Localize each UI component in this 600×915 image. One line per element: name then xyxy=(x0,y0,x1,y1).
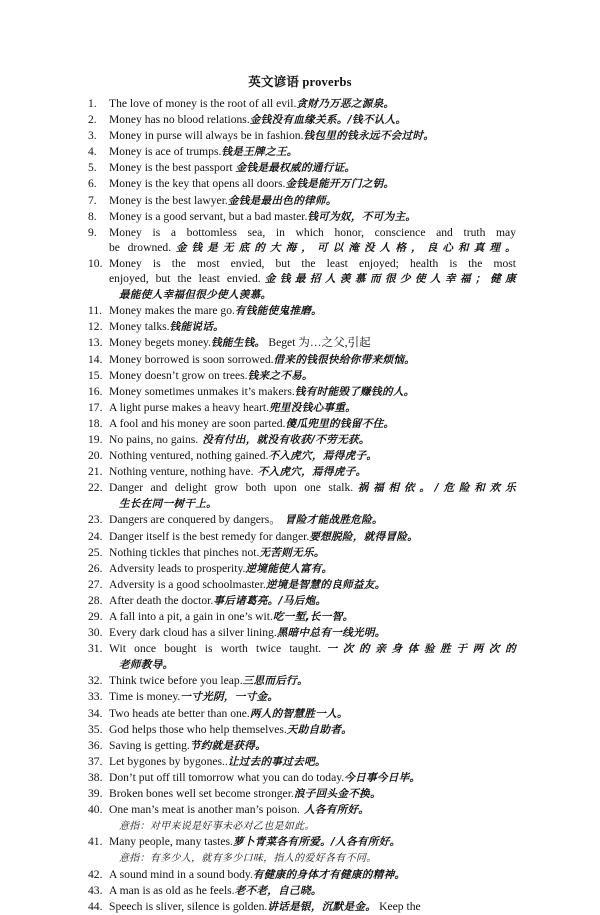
proverb-item xyxy=(88,770,516,786)
proverb-item xyxy=(88,303,516,319)
proverb-number: 31. xyxy=(88,642,103,656)
proverb-item xyxy=(88,609,516,625)
proverb-chinese: 黑暗中总有一线光明。 xyxy=(276,627,386,640)
proverb-english: The love of money is the root of all evil. xyxy=(109,97,297,110)
proverb-number: 11. xyxy=(88,304,103,318)
proverb-english: Money is the most envied, but the least enjoyed; health is the most xyxy=(109,256,516,270)
proverb-number: 17. xyxy=(88,400,103,414)
proverb-english: Money in purse will always be in fashion. xyxy=(109,129,304,143)
proverb-number: 13. xyxy=(88,336,103,350)
proverb-english: Money is ace of trumps. xyxy=(109,145,222,159)
proverb-item xyxy=(88,593,516,609)
proverb-english-tail: Keep the xyxy=(379,899,421,913)
proverb-item xyxy=(88,899,516,915)
proverb-chinese: 没有付出，就没有收获/不劳无获。 xyxy=(198,433,370,446)
proverb-chinese: 钱能生钱。 xyxy=(210,337,266,350)
proverb-english: Money begets money. xyxy=(109,336,211,350)
proverb-item xyxy=(88,529,516,545)
proverb-item xyxy=(88,706,516,722)
proverb-english: Every dark cloud has a silver lining. xyxy=(109,626,277,640)
proverb-chinese: 金钱最招人羡慕而很少使人幸福；健康 xyxy=(260,273,516,286)
proverb-chinese: 要想脱险，就得冒险。 xyxy=(309,530,419,543)
proverb-chinese: 钱是王牌之王。 xyxy=(221,146,298,159)
proverb-english: Money is the best lawyer. xyxy=(109,193,228,207)
proverb-number: 5. xyxy=(88,161,97,175)
proverb-number: 22. xyxy=(88,481,103,495)
proverb-english: A man is as old as he feels. xyxy=(109,883,235,897)
proverb-chinese: 金钱是能开万门之钥。 xyxy=(285,178,395,191)
proverb-number: 15. xyxy=(88,368,103,382)
proverb-english-cont: enjoyed, but the least envied. xyxy=(109,272,261,286)
proverb-chinese: 钱有时能毁了赚钱的人。 xyxy=(294,385,415,398)
proverb-chinese-cont: 老师教导。 xyxy=(119,659,174,672)
proverb-number: 6. xyxy=(88,177,97,191)
proverb-number: 38. xyxy=(88,770,103,784)
proverb-item xyxy=(88,561,516,577)
proverb-chinese: 不入虎穴，焉得虎子。 xyxy=(253,466,367,479)
proverb-english: Don’t put off till tomorrow what you can do today. xyxy=(109,770,345,784)
proverb-item xyxy=(88,368,516,384)
proverb-english: No pains, no gains. xyxy=(109,432,199,446)
proverb-chinese: 兜里没钱心事重。 xyxy=(269,401,357,414)
proverb-chinese: 老不老，自己晓。 xyxy=(234,884,322,897)
proverb-number: 24. xyxy=(88,529,103,543)
proverb-english: Money is a good servant, but a bad master. xyxy=(109,209,308,223)
proverb-item xyxy=(88,144,516,160)
proverb-number: 33. xyxy=(88,690,103,704)
proverb-number: 14. xyxy=(88,352,103,366)
proverb-item xyxy=(88,689,516,705)
proverb-english: Money has no blood relations. xyxy=(109,113,250,127)
proverb-number: 3. xyxy=(88,129,97,143)
proverb-number: 18. xyxy=(88,416,103,430)
proverb-number: 20. xyxy=(88,449,103,463)
proverb-item xyxy=(88,160,516,176)
proverb-chinese: 金钱没有血缘关系。/钱不认人。 xyxy=(249,114,407,127)
proverb-chinese-cont: 最能使人幸福但很少使人羡慕。 xyxy=(119,289,272,302)
proverb-chinese: 吃一堑,长一智。 xyxy=(272,611,354,623)
proverb-chinese: 逆境能使人富有。 xyxy=(245,562,333,575)
proverb-item xyxy=(88,193,516,209)
proverb-english: Time is money. xyxy=(109,690,181,704)
page-title: 英文谚语 proverbs xyxy=(248,75,352,89)
proverb-item xyxy=(88,545,516,561)
proverb-chinese: 有健康的身体才有健康的精神。 xyxy=(252,868,406,881)
proverb-english: Money talks. xyxy=(109,320,170,334)
proverb-chinese: 金钱是无底的大海，可以淹没人格，良心和真理。 xyxy=(171,241,516,254)
proverb-item xyxy=(88,352,516,368)
proverb-item xyxy=(88,448,516,464)
proverb-chinese: 不入虎穴，焉得虎子。 xyxy=(268,450,378,463)
proverb-number: 25. xyxy=(88,545,103,559)
proverb-number: 19. xyxy=(88,432,103,446)
proverb-english: Danger itself is the best remedy for danger. xyxy=(109,529,310,543)
proverb-chinese: 两人的智慧胜一人。 xyxy=(249,707,348,720)
proverb-item xyxy=(88,867,516,883)
proverb-number: 32. xyxy=(88,674,103,688)
proverb-english: Broken bones well set become stronger. xyxy=(109,787,294,801)
proverb-chinese: 天助自助者。 xyxy=(286,723,353,736)
proverb-chinese: 让过去的事过去吧。 xyxy=(227,755,326,768)
proverb-chinese: 借来的钱很快给你带来烦恼。 xyxy=(273,353,416,366)
proverb-item xyxy=(88,802,516,834)
proverb-chinese: 傻瓜兜里的钱留不住。 xyxy=(285,417,395,430)
proverb-number: 26. xyxy=(88,561,103,575)
proverb-english: Money sometimes unmakes it’s makers. xyxy=(109,384,295,398)
proverb-item xyxy=(88,400,516,416)
proverb-item xyxy=(88,128,516,144)
proverb-english: A fall into a pit, a gain in one’s wit. xyxy=(109,610,273,623)
proverb-item xyxy=(88,641,516,673)
proverb-number: 29. xyxy=(88,610,103,623)
proverb-chinese: 祸福相依。/危险和欢乐 xyxy=(353,482,516,495)
proverb-english: Two heads ate better than one. xyxy=(109,706,250,720)
proverb-english: Money makes the mare go. xyxy=(109,304,235,318)
proverb-item xyxy=(88,384,516,400)
proverb-chinese: 节约就是获得。 xyxy=(189,739,267,752)
proverb-chinese: 有钱能使鬼推磨。 xyxy=(234,305,323,318)
proverb-explanation: 意指：对甲来说是好事未必对乙也是如此。 xyxy=(119,821,315,833)
proverb-chinese-cont: 生长在同一树干上。 xyxy=(119,498,218,511)
proverb-number: 39. xyxy=(88,787,103,801)
proverb-number: 1. xyxy=(88,97,97,110)
proverb-english: Many people, many tastes. xyxy=(109,835,233,849)
proverb-chinese: 金钱是最出色的律师。 xyxy=(227,194,337,207)
proverb-english: A fool and his money are soon parted. xyxy=(109,416,286,430)
proverb-number: 16. xyxy=(88,384,103,398)
proverb-item xyxy=(88,225,516,256)
proverb-chinese: 人各有所好。 xyxy=(299,804,370,817)
proverb-item xyxy=(88,432,516,448)
proverb-item xyxy=(88,480,516,512)
proverb-english: Saving is getting. xyxy=(109,738,190,752)
proverb-number: 43. xyxy=(88,883,103,897)
proverb-number: 10. xyxy=(88,256,103,270)
proverb-item xyxy=(88,112,516,128)
proverb-number: 28. xyxy=(88,593,103,607)
proverb-item xyxy=(88,319,516,335)
proverb-english: Nothing ventured, nothing gained. xyxy=(109,449,269,463)
proverb-chinese: 三思而后行。 xyxy=(242,675,308,688)
proverb-number: 12. xyxy=(88,320,103,334)
proverb-chinese: 贪财乃万恶之源泉。 xyxy=(296,98,395,110)
proverb-chinese: 金钱是最权威的通行证。 xyxy=(235,162,356,175)
proverb-english: Wit once bought is worth twice taught. xyxy=(109,642,322,656)
proverb-chinese: 钱来之不易。 xyxy=(247,369,313,382)
proverb-number: 37. xyxy=(88,754,103,768)
proverb-item xyxy=(88,834,516,866)
proverb-item xyxy=(88,256,516,303)
proverb-english: Speech is sliver, silence is golden. xyxy=(109,899,268,913)
proverb-chinese: 逆境是智慧的良师益友。 xyxy=(265,578,386,591)
proverb-explanation: 意指：有多少人，就有多少口味，指人的爱好各有不同。 xyxy=(119,853,377,865)
proverb-number: 42. xyxy=(88,867,103,881)
proverb-chinese: 浪子回头金不换。 xyxy=(293,788,381,801)
proverb-item xyxy=(88,625,516,641)
proverb-item xyxy=(88,754,516,770)
proverb-item xyxy=(88,786,516,802)
proverb-english: One man’s meat is another man’s poison. xyxy=(109,803,300,817)
proverb-number: 2. xyxy=(88,113,97,127)
proverb-number: 41. xyxy=(88,835,103,849)
proverb-english: Adversity is a good schoolmaster. xyxy=(109,577,266,591)
proverb-english: Danger and delight grow both upon one stalk. xyxy=(109,481,354,495)
proverb-english-cont: be drowned. xyxy=(109,240,172,254)
proverb-english-tail: Beget 为…之父,引起 xyxy=(268,336,371,350)
proverb-chinese: 钱包里的钱永远不会过时。 xyxy=(303,130,435,143)
proverb-english: Dangers are conquered by dangers。 xyxy=(109,513,281,527)
proverb-chinese: 讲话是银，沉默是金。 xyxy=(267,900,377,913)
proverb-chinese: 今日事今日毕。 xyxy=(344,771,421,784)
proverb-item xyxy=(88,673,516,689)
proverb-item xyxy=(88,577,516,593)
proverb-chinese: 一寸光阴，一寸金。 xyxy=(180,691,279,704)
proverb-number: 36. xyxy=(88,738,103,752)
proverb-number: 4. xyxy=(88,145,97,159)
proverb-item xyxy=(88,209,516,225)
proverb-item xyxy=(88,722,516,738)
proverb-item xyxy=(88,96,516,112)
proverb-item xyxy=(88,512,516,528)
proverb-english: Nothing venture, nothing have. xyxy=(109,465,254,479)
proverb-chinese: 无苦则无乐。 xyxy=(259,546,325,559)
proverb-chinese: 一次的亲身体验胜于两次的 xyxy=(321,643,516,656)
proverb-chinese: 钱能说话。 xyxy=(169,321,225,334)
proverb-number: 23. xyxy=(88,513,103,527)
proverb-english: After death the doctor. xyxy=(109,593,214,607)
proverb-english: Money is a bottomless sea, in which honor, conscience and truth may xyxy=(109,225,516,239)
proverb-number: 8. xyxy=(88,209,97,223)
proverb-item xyxy=(88,416,516,432)
proverb-item xyxy=(88,176,516,192)
proverb-english: Money borrowed is soon sorrowed. xyxy=(109,352,274,366)
proverb-english: God helps those who help themselves. xyxy=(109,722,287,736)
proverb-number: 21. xyxy=(88,465,103,479)
proverb-english: Adversity leads to prosperity. xyxy=(109,561,246,575)
proverb-chinese: 钱可为奴，不可为主。 xyxy=(307,210,417,223)
proverb-english: Money is the best passport xyxy=(109,161,236,175)
proverb-number: 44. xyxy=(88,899,103,913)
proverb-english: Let bygones by bygones.. xyxy=(109,754,228,768)
proverb-item xyxy=(88,335,516,351)
proverb-english: Nothing tickles that pinches not. xyxy=(109,545,260,559)
proverb-english: A sound mind in a sound body. xyxy=(109,867,253,881)
proverb-english: A light purse makes a heavy heart. xyxy=(109,400,270,414)
proverb-chinese: 事后诸葛亮。/马后炮。 xyxy=(213,594,327,607)
proverb-number: 35. xyxy=(88,722,103,736)
proverb-number: 40. xyxy=(88,803,103,817)
proverb-item xyxy=(88,464,516,480)
proverb-english: Think twice before you leap. xyxy=(109,674,243,688)
proverb-number: 7. xyxy=(88,193,97,207)
proverb-number: 27. xyxy=(88,577,103,591)
proverb-english: Money doesn’t grow on trees. xyxy=(109,368,248,382)
proverb-english: Money is the key that opens all doors. xyxy=(109,177,286,191)
proverb-chinese: 冒险才能战胜危险。 xyxy=(280,514,383,527)
proverb-item xyxy=(88,883,516,899)
proverb-number: 9. xyxy=(88,225,97,239)
proverb-chinese: 萝卜青菜各有所爱。/人各有所好。 xyxy=(232,836,401,849)
proverb-item xyxy=(88,738,516,754)
proverb-number: 30. xyxy=(88,626,103,640)
proverb-list xyxy=(88,96,516,915)
proverb-number: 34. xyxy=(88,706,103,720)
